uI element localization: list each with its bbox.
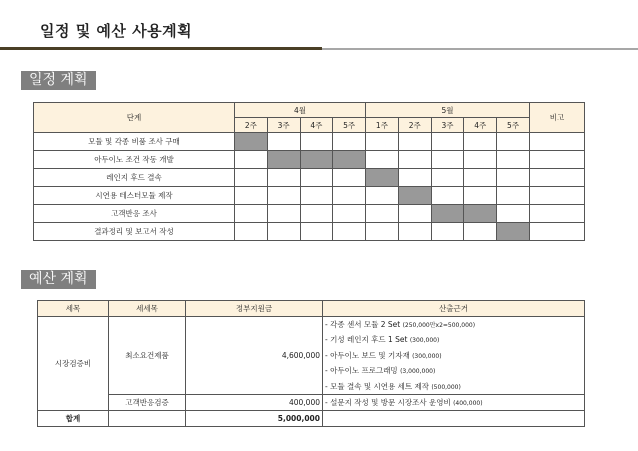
schedule-table bbox=[33, 102, 585, 241]
note-header: 비고 bbox=[530, 103, 585, 133]
schedule-cell bbox=[366, 205, 399, 223]
schedule-cell bbox=[235, 169, 268, 187]
week-header: 4주 bbox=[464, 118, 497, 133]
budget-header-category: 세목 bbox=[38, 301, 109, 317]
schedule-cell bbox=[431, 133, 464, 151]
schedule-cell bbox=[300, 223, 333, 241]
schedule-bar-cell bbox=[235, 133, 268, 151]
schedule-cell bbox=[267, 133, 300, 151]
schedule-cell bbox=[464, 223, 497, 241]
task-rows bbox=[34, 133, 585, 241]
schedule-cell bbox=[464, 169, 497, 187]
basis-line: - 아두이노 프로그래밍 (3,000,000) bbox=[325, 366, 436, 376]
title-divider bbox=[0, 47, 322, 50]
task-row bbox=[34, 133, 585, 151]
schedule-cell bbox=[497, 169, 530, 187]
schedule-cell bbox=[300, 187, 333, 205]
schedule-cell bbox=[300, 169, 333, 187]
budget-basis bbox=[323, 317, 585, 395]
budget-basis bbox=[323, 394, 585, 410]
task-name: 모듈 및 각종 비품 조사 구매 bbox=[34, 133, 235, 151]
basis-line: - 기성 레인지 후드 1 Set (300,000) bbox=[325, 335, 440, 345]
task-name: 시연용 테스터모듈 제작 bbox=[34, 187, 235, 205]
schedule-cell bbox=[497, 133, 530, 151]
basis-line: - 설문지 작성 및 방문 시장조사 운영비 (400,000) bbox=[325, 397, 483, 407]
schedule-cell bbox=[333, 187, 366, 205]
total-basis-blank bbox=[323, 411, 585, 427]
task-note bbox=[530, 187, 585, 205]
schedule-cell bbox=[366, 133, 399, 151]
task-row bbox=[34, 151, 585, 169]
schedule-cell bbox=[398, 169, 431, 187]
week-header: 1주 bbox=[366, 118, 399, 133]
week-header: 2주 bbox=[398, 118, 431, 133]
schedule-bar-cell bbox=[267, 151, 300, 169]
task-name: 고객반응 조사 bbox=[34, 205, 235, 223]
basis-line: - 각종 센서 모듈 2 Set (250,000만x2=500,000) bbox=[325, 320, 476, 329]
task-row bbox=[34, 169, 585, 187]
schedule-cell bbox=[398, 205, 431, 223]
task-name: 아두이노 조건 작동 개발 bbox=[34, 151, 235, 169]
task-row bbox=[34, 223, 585, 241]
schedule-cell bbox=[464, 151, 497, 169]
budget-item: 최소요건제품 bbox=[109, 317, 186, 395]
basis-line: - 모듈 결속 및 시연용 세트 제작 (500,000) bbox=[325, 381, 461, 391]
budget-item: 고객반응검증 bbox=[109, 394, 186, 410]
schedule-cell bbox=[497, 205, 530, 223]
schedule-cell bbox=[366, 223, 399, 241]
schedule-cell bbox=[333, 205, 366, 223]
schedule-cell bbox=[267, 223, 300, 241]
budget-category: 시장검증비 bbox=[38, 317, 109, 411]
schedule-cell bbox=[235, 223, 268, 241]
schedule-cell bbox=[267, 187, 300, 205]
total-blank bbox=[109, 411, 186, 427]
schedule-cell bbox=[497, 151, 530, 169]
task-name: 결과정리 및 보고서 작성 bbox=[34, 223, 235, 241]
budget-header-basis: 산출근거 bbox=[323, 301, 585, 317]
budget-header-item: 세세목 bbox=[109, 301, 186, 317]
week-header: 2주 bbox=[235, 118, 268, 133]
schedule-cell bbox=[497, 187, 530, 205]
task-note bbox=[530, 169, 585, 187]
week-header: 3주 bbox=[267, 118, 300, 133]
schedule-cell bbox=[300, 133, 333, 151]
week-header: 3주 bbox=[431, 118, 464, 133]
budget-section-label: 예산 계획 bbox=[21, 270, 96, 289]
budget-table bbox=[37, 300, 585, 427]
page-title: 일정 및 예산 사용계획 bbox=[40, 22, 193, 40]
schedule-bar-cell bbox=[431, 205, 464, 223]
schedule-cell bbox=[464, 187, 497, 205]
week-header: 4주 bbox=[300, 118, 333, 133]
schedule-cell bbox=[398, 133, 431, 151]
task-row bbox=[34, 187, 585, 205]
schedule-bar-cell bbox=[366, 169, 399, 187]
week-header: 5주 bbox=[333, 118, 366, 133]
total-amount: 5,000,000 bbox=[186, 411, 323, 427]
schedule-cell bbox=[431, 187, 464, 205]
task-note bbox=[530, 205, 585, 223]
schedule-cell bbox=[267, 205, 300, 223]
schedule-cell bbox=[366, 187, 399, 205]
schedule-bar-cell bbox=[464, 205, 497, 223]
schedule-cell bbox=[235, 205, 268, 223]
month-header-april: 4월 bbox=[235, 103, 366, 118]
schedule-cell bbox=[431, 151, 464, 169]
schedule-cell bbox=[398, 223, 431, 241]
schedule-cell bbox=[366, 151, 399, 169]
total-label: 합계 bbox=[38, 411, 109, 427]
month-header-may: 5월 bbox=[366, 103, 530, 118]
schedule-bar-cell bbox=[300, 151, 333, 169]
schedule-cell bbox=[267, 169, 300, 187]
task-note bbox=[530, 151, 585, 169]
task-note bbox=[530, 223, 585, 241]
schedule-bar-cell bbox=[333, 151, 366, 169]
schedule-cell bbox=[333, 223, 366, 241]
schedule-cell bbox=[398, 151, 431, 169]
schedule-cell bbox=[300, 205, 333, 223]
step-header: 단계 bbox=[34, 103, 235, 133]
budget-amount: 400,000 bbox=[186, 394, 323, 410]
week-header: 5주 bbox=[497, 118, 530, 133]
task-note bbox=[530, 133, 585, 151]
budget-header-amount: 정부지원금 bbox=[186, 301, 323, 317]
title-divider-light bbox=[322, 48, 638, 50]
task-name: 레인지 후드 결속 bbox=[34, 169, 235, 187]
budget-amount: 4,600,000 bbox=[186, 317, 323, 395]
schedule-cell bbox=[235, 151, 268, 169]
basis-line: - 아두이노 보드 및 기자재 (300,000) bbox=[325, 350, 442, 360]
schedule-cell bbox=[235, 187, 268, 205]
schedule-bar-cell bbox=[398, 187, 431, 205]
task-row bbox=[34, 205, 585, 223]
schedule-cell bbox=[333, 169, 366, 187]
schedule-cell bbox=[431, 169, 464, 187]
schedule-section-label: 일정 계획 bbox=[21, 71, 96, 90]
schedule-cell bbox=[333, 133, 366, 151]
schedule-cell bbox=[431, 223, 464, 241]
schedule-cell bbox=[464, 133, 497, 151]
schedule-bar-cell bbox=[497, 223, 530, 241]
